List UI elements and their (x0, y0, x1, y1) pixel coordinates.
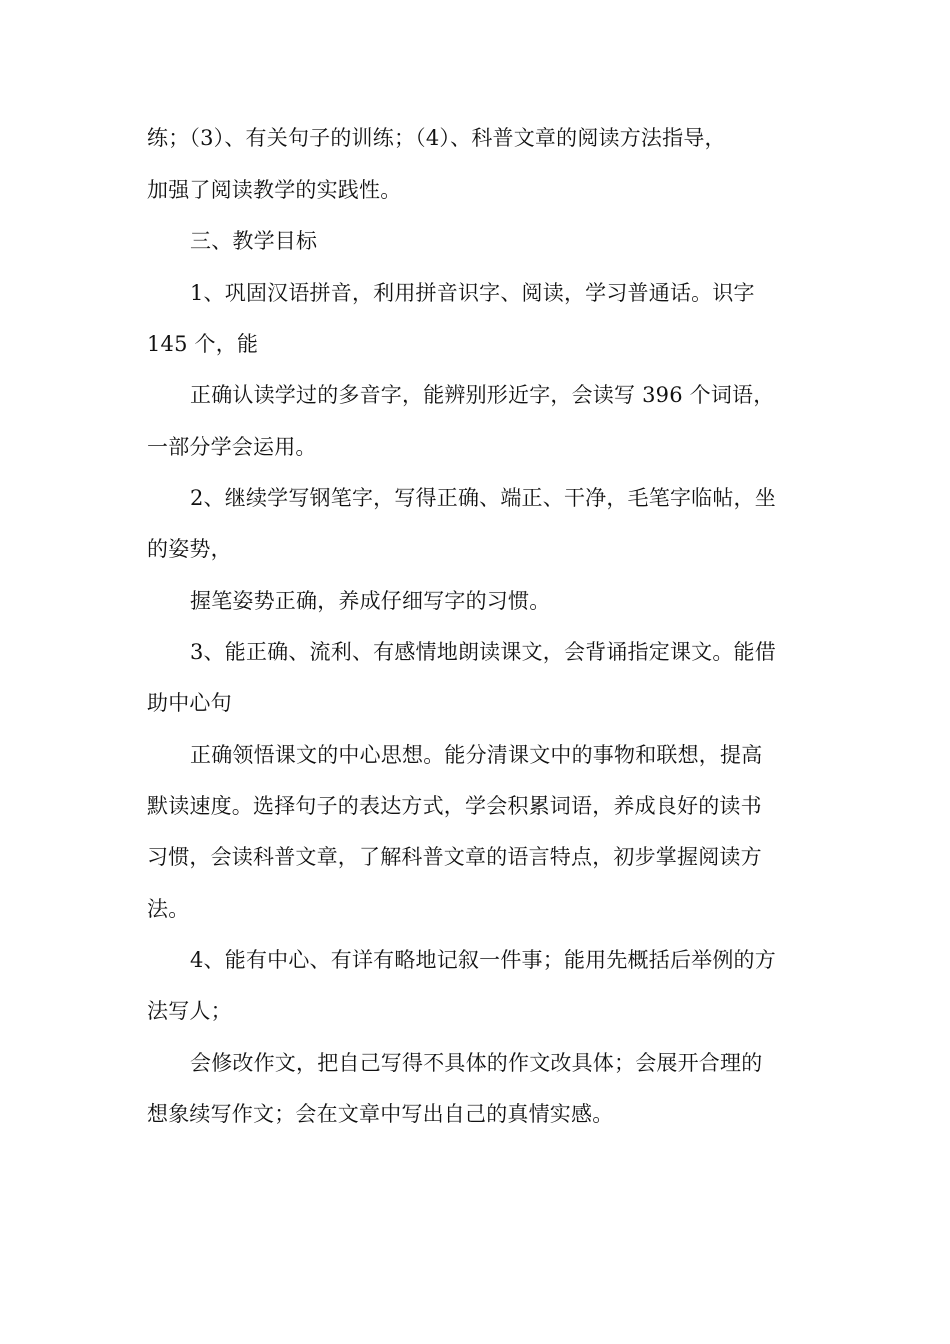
text-line: 145 个，能 (147, 332, 259, 356)
text-line: 握笔姿势正确，养成仔细写字的习惯。 (190, 589, 551, 613)
text-line: 正确领悟课文的中心思想。能分清课文中的事物和联想，提高 (190, 743, 763, 767)
text-line: 法。 (147, 897, 190, 921)
text-line: 法写人； (147, 999, 232, 1023)
text-line: 会修改作文，把自己写得不具体的作文改具体；会展开合理的 (190, 1051, 763, 1075)
text-line: 1、巩固汉语拼音，利用拼音识字、阅读，学习普通话。识字 (190, 281, 755, 305)
text-line: 加强了阅读教学的实践性。 (147, 178, 402, 202)
text-line: 默读速度。选择句子的表达方式，学会积累词语，养成良好的读书 (147, 794, 762, 818)
text-line: 3、能正确、流利、有感情地朗读课文，会背诵指定课文。能借 (190, 640, 776, 664)
text-line: 习惯，会读科普文章，了解科普文章的语言特点，初步掌握阅读方 (147, 845, 762, 869)
text-line: 练；（3）、有关句子的训练；（4）、科普文章的阅读方法指导， (147, 126, 726, 150)
text-line: 2、继续学写钢笔字，写得正确、端正、干净，毛笔字临帖，坐 (190, 486, 776, 510)
text-line: 一部分学会运用。 (147, 435, 317, 459)
text-line: 想象续写作文；会在文章中写出自己的真情实感。 (147, 1102, 614, 1126)
text-line: 正确认读学过的多音字，能辨别形近字，会读写 396 个词语， (190, 383, 775, 407)
section-heading: 三、教学目标 (190, 229, 318, 253)
text-line: 助中心句 (147, 691, 232, 715)
text-line: 4、能有中心、有详有略地记叙一件事；能用先概括后举例的方 (190, 948, 776, 972)
text-line: 的姿势， (147, 537, 232, 561)
